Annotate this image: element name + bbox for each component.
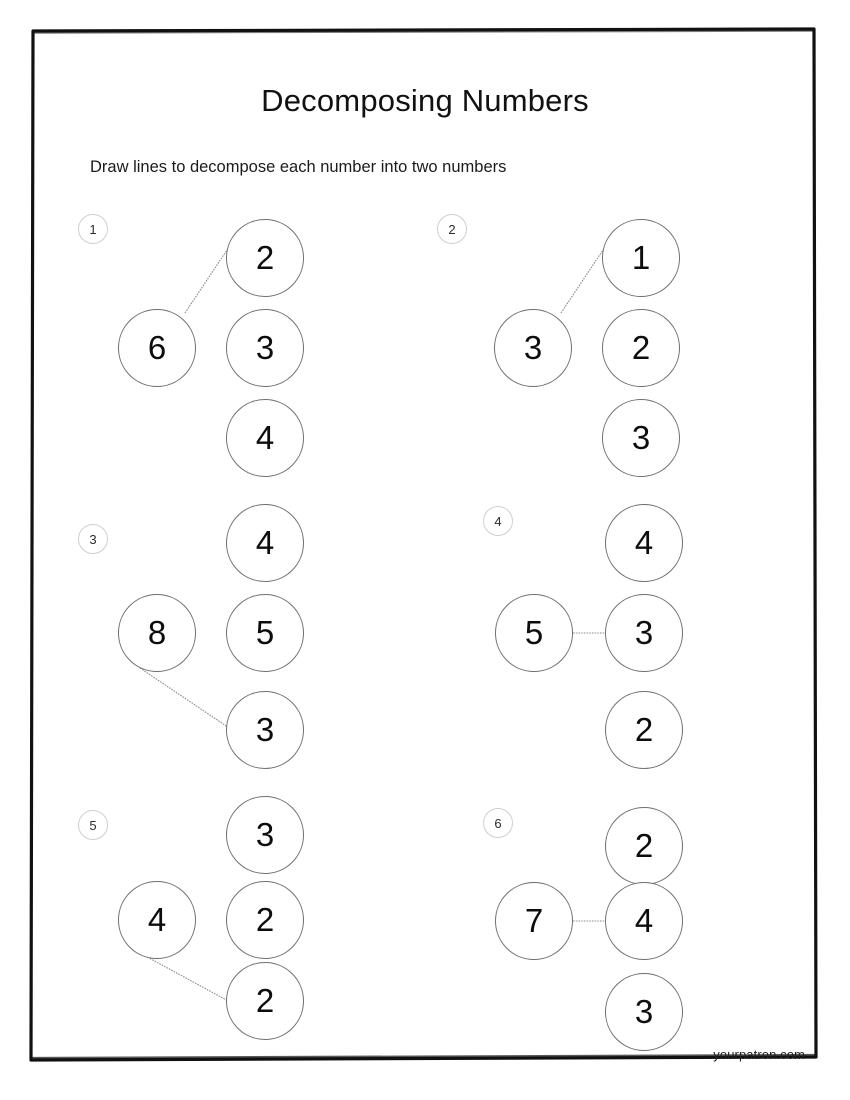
option-4-1[interactable]: 4 bbox=[605, 504, 683, 582]
option-6-1[interactable]: 2 bbox=[605, 807, 683, 885]
option-3-2[interactable]: 5 bbox=[226, 594, 304, 672]
option-2-2[interactable]: 2 bbox=[602, 309, 680, 387]
option-5-2[interactable]: 2 bbox=[226, 881, 304, 959]
option-1-2[interactable]: 3 bbox=[226, 309, 304, 387]
option-6-2[interactable]: 4 bbox=[605, 882, 683, 960]
option-3-3[interactable]: 3 bbox=[226, 691, 304, 769]
option-1-3[interactable]: 4 bbox=[226, 399, 304, 477]
instructions-text: Draw lines to decompose each number into two numbers bbox=[90, 158, 507, 176]
problem-number-badge-1: 1 bbox=[78, 214, 108, 244]
page-title: Decomposing Numbers bbox=[261, 83, 589, 118]
option-1-1[interactable]: 2 bbox=[226, 219, 304, 297]
source-number-4[interactable]: 5 bbox=[495, 594, 573, 672]
problem-number-badge-4: 4 bbox=[483, 506, 513, 536]
option-2-3[interactable]: 3 bbox=[602, 399, 680, 477]
problem-number-badge-2: 2 bbox=[437, 214, 467, 244]
source-number-6[interactable]: 7 bbox=[495, 882, 573, 960]
source-number-2[interactable]: 3 bbox=[494, 309, 572, 387]
option-4-2[interactable]: 3 bbox=[605, 594, 683, 672]
option-4-3[interactable]: 2 bbox=[605, 691, 683, 769]
option-3-1[interactable]: 4 bbox=[226, 504, 304, 582]
option-6-3[interactable]: 3 bbox=[605, 973, 683, 1051]
problem-number-badge-3: 3 bbox=[78, 524, 108, 554]
source-number-5[interactable]: 4 bbox=[118, 881, 196, 959]
problem-number-badge-5: 5 bbox=[78, 810, 108, 840]
source-number-1[interactable]: 6 bbox=[118, 309, 196, 387]
option-5-3[interactable]: 2 bbox=[226, 962, 304, 1040]
site-credit: yourpatron.com bbox=[713, 1047, 805, 1062]
option-2-1[interactable]: 1 bbox=[602, 219, 680, 297]
option-5-1[interactable]: 3 bbox=[226, 796, 304, 874]
source-number-3[interactable]: 8 bbox=[118, 594, 196, 672]
problem-number-badge-6: 6 bbox=[483, 808, 513, 838]
